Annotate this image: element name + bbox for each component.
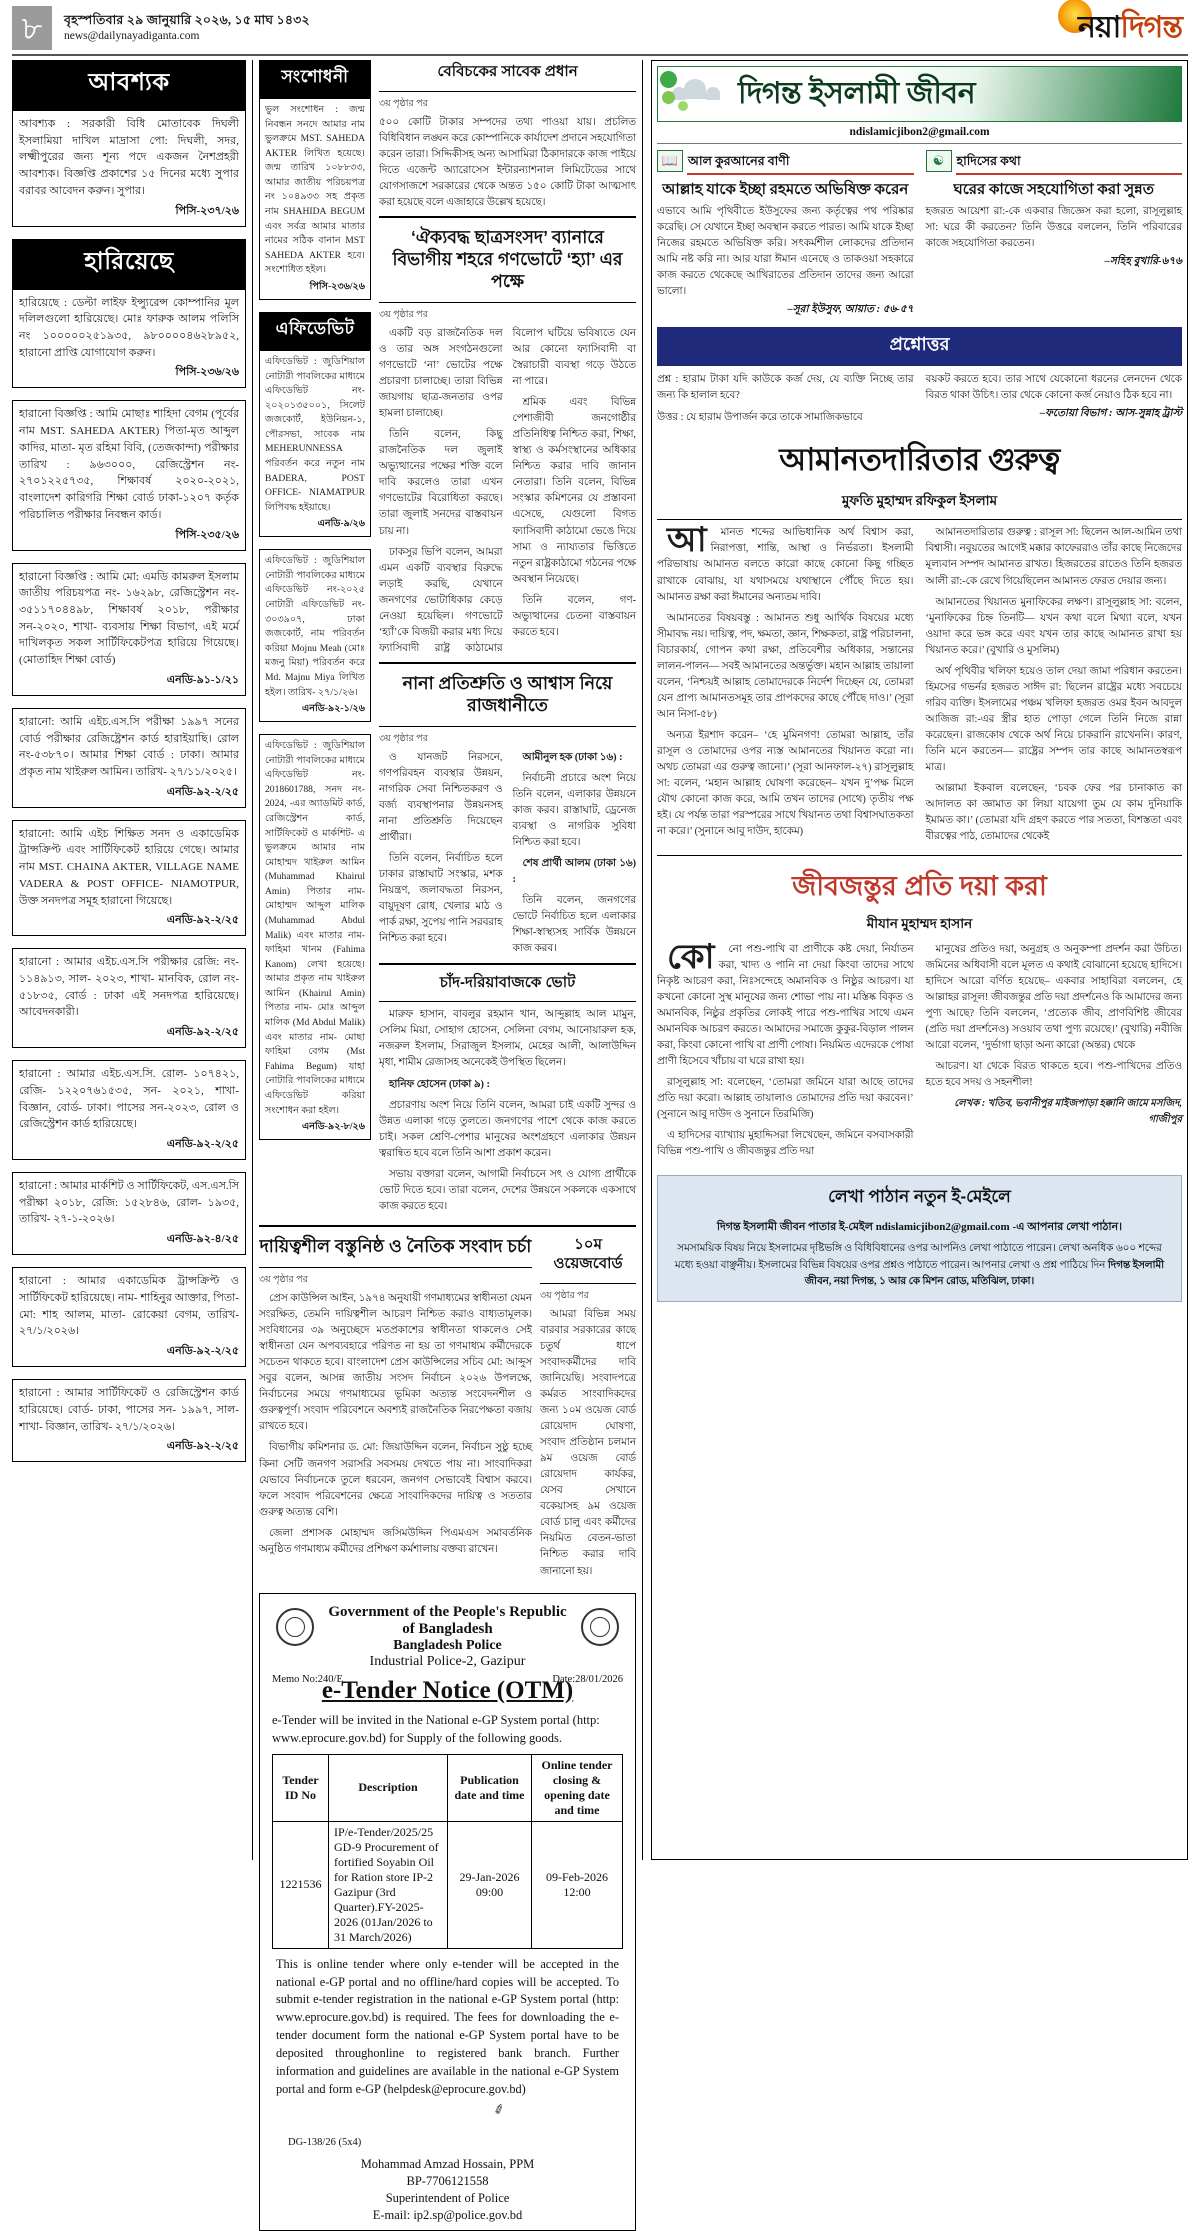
ad-ref: এনডি-৯২-৪/২৫	[166, 1233, 239, 1246]
hadith-source: –সহিহ বুখারি-৬৭৬	[1104, 255, 1182, 267]
submission-address: দিগন্ত ইসলামী জীবন, নয়া দিগন্ত, ১ আর কে মিশন রোড, মতিঝিল, ঢাকা।	[804, 1259, 1165, 1288]
continued-note: ৩য় পৃষ্ঠার পর	[379, 309, 428, 320]
ad-body: ভুল সংশোধন : জন্ম নিবন্ধন সনদে আমার নাম ভুলক্রমে MST. SAHEDA AKTER লিখিত হয়েছে। জন্ম তারিখ ১০৮৮৩৩, আমার জাতীয় পরিচয়পত্র নং ১০৪৯৩৩ সহ প্রকৃত নাম SHAHIDA BEGUM এবং সর্বত্র আমার মাতার নামের সঠিক বানান MST SAHEDA AKTER হবে। সংশোধিত হইল।	[265, 104, 365, 276]
table-header-row	[273, 1754, 623, 1821]
newsroom-email: news@dailynayadiganta.com	[64, 29, 200, 42]
submission-line1	[668, 1218, 1171, 1237]
ad-ref: পিসি-২৩৫/২৬	[175, 528, 239, 541]
islamic-article-byline: মুফতি মুহাম্মদ রফিকুল ইসলাম	[841, 493, 998, 509]
section-heading-songshodhoni: সংশোধনী	[259, 60, 371, 98]
cell-closing: 09-Feb-2026 12:00	[532, 1821, 623, 1948]
submission-suffix: -এ আপনার লেখা পাঠান।	[1012, 1221, 1123, 1234]
submission-prefix: দিগন্ত ইসলামী জীবন পাতার ই-মেইল	[716, 1221, 873, 1234]
continued-note: ৩য় পৃষ্ঠার পর	[259, 1274, 308, 1285]
signer-block	[272, 2156, 623, 2224]
police-line: Bangladesh Police	[393, 1637, 502, 1653]
classified-ad	[12, 563, 246, 696]
article-body	[259, 1291, 532, 1558]
ad-body: এফিডেভিট : জুডিশিয়াল নোটারী পাবলিকের মাধ্যমে এফিডেভিট নং- 2018601788, সনদ নং- 2024, -এর অ্যাডমিট কার্ড, রেজিস্ট্রেশন কার্ড, সার্টিফিকেট ও মার্কশিট- এ ভুলক্রমে আমার নাম মোহাম্মদ খাইরুল আমিন (Muhammad Khairul Amin) পিতার নাম- মোহাম্মদ আব্দুল মালিক (Muhammad Abdul Malik) এবং মাতার নাম- ফাহিমা খানম (Fahima Kanom) লেখা হয়েছে। আমার প্রকৃত নাম খাইরুল আমিন (Khairul Amin) পিতার নাম- মোঃ আব্দুল মালিক (Md Abdul Malik) এবং মাতার নাম- মোছা ফাহিমা বেগম (Mst Fahima Begum) যাহা নোটারি পাবলিকের মাধ্যমে এফিডেভিট করিয়া সংশোধন করা হইল।	[265, 740, 365, 1116]
submission-line2	[668, 1241, 1171, 1290]
news-column	[252, 60, 642, 2223]
green-dot-3	[678, 101, 688, 111]
article-body	[379, 750, 636, 958]
handwritten-signature: ✐	[491, 2100, 508, 2119]
continued-note: ৩য় পৃষ্ঠার পর	[379, 98, 428, 109]
paragraph: অর্থ পৃথিবীর খলিফা হয়েও তাল দেয়া জামা পরিধান করতেন। হিমসের গভর্নর হজরত সাঈদ রা: ছিলেন রাষ্ট্রের মধ্যে সবচেয়ে গরিব ব্যক্তি। ইসলামের পঞ্চম খলিফা হজরত ওমর ইবন আবদুল আজিজ রা:-এর স্ত্রীর হাত পোড়া গেলে তিনি নিজে রান্না করেছেন। রাজকোষ থেকে অর্থ নিয়ে চাকরানি রাখেননি। কারণ, তিনি মনে করতেন— রাষ্ট্রের সম্পদ তার কাছে আমানতস্বরূপ মাত্র।	[925, 665, 1182, 774]
classified-ad	[12, 1267, 246, 1367]
ad-body: এফিডেভিট : জুডিশিয়াল নোটারী পাবলিকের মাধ্যমে এফিডেভিট নং-২০২৫ নোটারী এফিডেভিট নং- ৩০৩৯০৭, ঢাকা জজকোর্ট, নাম পরিবর্তন করিয়া Mojnu Meah (মোঃ মজনু মিয়া) পরিবর্তন করে Md. Majnu Miya লিখিত হইল। তারিখ- ২৭/১/২৬।	[265, 555, 365, 698]
green-dot-2	[662, 91, 675, 104]
ad-body: হারানো : আমার সার্টিফিকেট ও রেজিস্ট্রেশন কার্ড হারিয়েছে। বোর্ড- ঢাকা, পাসের সন- ১৯৯৭, সাল- শাখা- বিজ্ঞান, তারিখ- ২৭/১/২০২৬।	[19, 1387, 239, 1433]
article-headline: বেবিচকের সাবেক প্রধান	[437, 63, 578, 80]
qa-question-block	[657, 372, 914, 426]
tender-notice	[259, 1593, 636, 2231]
quran-book-icon: 📖	[657, 150, 683, 172]
rule	[379, 91, 636, 92]
newspaper-logo	[1078, 3, 1188, 54]
publication-date: বৃহস্পতিবার ২৯ জানুয়ারি ২০২৬, ১৫ মাঘ ১৪৩২	[64, 12, 310, 27]
hadith-block	[926, 150, 1183, 319]
page-grid	[8, 60, 1192, 2223]
mosque-icon	[658, 67, 734, 121]
article-headline: নানা প্রতিশ্রুতি ও আশ্বাস নিয়ে রাজধানীতে	[402, 673, 613, 715]
rule	[259, 1225, 636, 1227]
tender-title: e-Tender Notice (OTM)	[321, 1676, 574, 1704]
signer-name: Mohammad Amzad Hossain, PPM	[360, 2157, 535, 2172]
rule	[657, 519, 1182, 520]
paragraph: শ্রমিক এবং বিভিন্ন পেশাজীবী জনগোষ্ঠীর প্রতিনিধিত্ব নিশ্চিত করা, শিক্ষা, স্বাস্থ্য ও কর্মসংস্থানের অধিকার নিশ্চিত করার দাবি জানান নেতারা। তিনি বলেন, বিভিন্ন সংস্কার কমিশনের যে প্রস্তাবনা এসেছে, যেগুলো বিগত ফ্যাসিবাদী কাঠামো ভেঙে দিয়ে সাম্য ও ন্যায্যতার ভিত্তিতে নতুন রাষ্ট্রকাঠামো গঠনের পক্ষে অবস্থান নিয়েছে।	[512, 397, 636, 585]
article-headline: ‘ঐক্যবদ্ধ ছাত্রসংসদ’ ব্যানারে বিভাগীয় শহরে গণভোটে ‘হ্যা’ এর পক্ষে	[392, 227, 623, 291]
paragraph: বিভাগীয় কমিশনার ড. মো: জিয়াউদ্দিন বলেন, নির্বাচন সুষ্ঠু হচ্ছে কিনা সেটি জনগণ সরাসরি সবসময় দেখতে পায় না। সাংবাদিকরা যেভাবে নির্বাচনকে তুলে ধরবেন, জনগণ সেভাবেই বিশ্বাস করবে। ফলে সংবাদ পরিবেশনের ক্ষেত্রে সাংবাদিকদের দায়িত্ব ও সততার গুরুত্ব অত্যন্ত বেশি।	[259, 1442, 532, 1518]
paragraph: জেলা প্রশাসক মোহাম্মদ জসিমউদ্দিন পিএমএস সমাবর্তনিক অনুষ্ঠিত গণমাধ্যম কর্মীদের প্রশিক্ষণ কর্মশালায় বক্তব্য রাখেন।	[259, 1527, 532, 1555]
paragraph: আমানত শব্দের আভিধানিক অর্থ বিশ্বাস করা, নিরাপত্তা, শান্তি, আস্থা ও নির্ভরতা। ইসলামী পরিভাষায় আমানত বলতে কারো কাছে কোনো কিছু গচ্ছিত রাখাকে বোঝায়, যা যথাসময়ে যথাস্থানে পৌঁছে দিতে হয়। আমানত রক্ষা করা ঈমানের অন্যতম দাবি।	[657, 522, 914, 603]
paragraph: একটি বড় রাজনৈতিক দল ও তার অঙ্গ সংগঠনগুলো গণভোটে ‘না’ ভোটের পক্ষে প্রচারণা চালাচ্ছে। তারা বিভিন্ন জায়গায় ছাত্র-জনতার ওপর হামলা চালাচ্ছে।	[379, 327, 503, 420]
islamic-life-column	[642, 60, 1188, 1860]
ad-body: হারানো বিজ্ঞপ্তি : আমি মোছাঃ শাহিদা বেগম (পূর্বের নাম MST. SAHEDA AKTER) পিতা-মৃত আব্দুল কাদির, মাতা- মৃত রহিমা বিবি, (তেজকান্দা) পরীক্ষার তারিখ : ৯৬৩০০০, রেজিস্ট্রেশন নং- ২৭০১২২৫৭৩৫, শিক্ষাবর্ষ ২০২০-২০২১, বাংলাদেশ কারিগরি শিক্ষা বোর্ড ঢাকা-১২০৭ কর্তৃক পরিচালিত পরীক্ষার নিবন্ধন কার্ড।	[19, 408, 239, 521]
ad-ref: এনডি-৯২-২/২৫	[166, 1440, 239, 1453]
ad-ref: এনডি-৯২-২/২৫	[166, 914, 239, 927]
memo-number: Memo No:240/E	[272, 1673, 343, 1685]
col-tender-id: Tender ID No	[273, 1754, 329, 1821]
rule	[379, 216, 636, 218]
article-body	[379, 1007, 636, 1215]
rule	[657, 143, 1182, 144]
qa-answer-start: উত্তর : যে হারাম উপার্জন করে তাকে সামাজিকভাবে	[657, 412, 863, 424]
classified-ad	[12, 1379, 246, 1462]
logo-inner	[590, 1617, 610, 1637]
ad-ref: এনডি-৯২-২/২৫	[166, 1138, 239, 1151]
quran-headline: আল্লাহ যাকে ইচ্ছা রহমতে অভিষিক্ত করেন	[662, 182, 909, 198]
ad-ref: এনডি-৯১-১/২১	[166, 673, 239, 686]
qa-banner: প্রশ্নোত্তর	[657, 327, 1182, 366]
col-description: Description	[329, 1754, 448, 1821]
government-line: Government of the People's Republic of Bangladesh	[328, 1603, 567, 1637]
dg-code: DG-138/26 (5x4)	[288, 2137, 362, 2149]
qa-answer-block	[926, 372, 1183, 426]
classified-ad	[259, 350, 371, 537]
ad-ref: এনডি-৯২-৮/২৬	[301, 1121, 365, 1133]
hadith-headline: ঘরের কাজে সহযোগিতা করা সুন্নত	[953, 182, 1154, 198]
rule	[379, 662, 636, 664]
paragraph: নির্বাচনী প্রচারে অংশ নিয়ে তিনি বলেন, এলাকার উন্নয়নে কাজ করব। রাস্তাঘাট, ড্রেনেজ ব্যবস্থা ও নাগরিক সুবিধা নিশ্চিত করা হবে।	[512, 772, 636, 849]
article-col-1	[657, 522, 914, 850]
article-headline: দায়িত্বশীল বস্তুনিষ্ঠ ও নৈতিক সংবাদ চর্চা	[259, 1236, 532, 1256]
col-closing: Online tender closing & opening date and time	[532, 1754, 623, 1821]
article2-author-note: লেখক : খতিব, ভবানীপুর মাইজপাড়া হক্কানি জামে মসজিদ, গাজীপুর	[954, 1098, 1182, 1125]
rule	[379, 726, 636, 727]
paragraph: কোনো পশু-পাখি বা প্রাণীকে কষ্ট দেয়া, নির্যাতন করা, খাদ্য ও পানি না দেয়া কিংবা তাদের সাথে নিকৃষ্ট আচরণ করা, নিঃসন্দেহে অমানবিক ও নিষ্ঠুর আচরণ। যা কখনো কোনো সুস্থ মানুষের জন্য শোভা পায় না। মস্তিষ্ক বিকৃত ও অমানবিক, নিষ্ঠুর প্রকৃতির লোকই পারে পশু-পাখির সাথে এমন অমানবিক আচরণ করতে। আমাদের সমাজে কুকুর-বিড়াল পালন করা, কিংবা কোনো পাখি বা প্রাণী পোষা। নিয়মিত এদেরকে পোষা প্রাণী হিসেবে খাঁচায় বা ঘরে রাখা হয়।	[657, 938, 914, 1067]
paragraph: তিনি বলেন, নির্বাচিত হলে ঢাকার রাস্তাঘাট সংস্কার, মশক নিয়ন্ত্রণ, জলাবদ্ধতা নিরসন, বায়ুদূষণ রোধ, খেলার মাঠ ও পার্ক রক্ষা, সুপেয় পানি সরবরাহ নিশ্চিত করা হবে।	[379, 853, 503, 945]
islamic-email: ndislamicjibon2@gmail.com	[849, 126, 990, 138]
ad-ref: পিসি-২৩৭/২৬	[175, 204, 239, 217]
green-dot-1	[660, 71, 677, 88]
islamic-article-headline: আমানতদারিতার গুরুত্ব	[779, 442, 1060, 478]
ad-body: হারানো : আমার এইচ.এস.সি. রোল- ১০৭৪২১, রেজি- ১২২০৭৬১৫৩৫, সন- ২০২১, শাখা- বিজ্ঞান, বোর্ড- ঢাকা। পাসের সন-২০২৩, রোল ও রেজিস্ট্রেশন কার্ড হারিয়েছে।	[19, 1068, 239, 1131]
police-logo-icon	[577, 1604, 623, 1650]
news-stories	[379, 60, 636, 1220]
quran-tag	[657, 150, 914, 172]
article-body: ৫০০ কোটি টাকার সম্পদের তথ্য পাওয়া যায়। প্রচলিত বিধিবিধান লঙ্ঘন করে কোম্পানিকে কার্যাদেশ প্রদানে সহযোগিতা করেন তারা। সিদ্দিকীসহ অন্য আসামিরা ঠিকাদারকে কাজ পাইয়ে দিতে এজেন্ট অ্যারোসেস ইন্টারন্যাশনাল লিমিটেডের সাথে যোগসাজশে সরকারের থেকে অন্তত ১৫০ কোটি টাকা আত্মসাৎ করা হয়েছে বলে এজাহারে উল্লেখ হয়েছে।	[379, 116, 636, 209]
classified-ad	[259, 98, 371, 300]
brand-text	[1078, 3, 1182, 54]
tender-authority	[328, 1604, 567, 1670]
classified-ad	[12, 948, 246, 1048]
signer-bp: BP-7706121558	[406, 2174, 489, 2189]
ad-ref: এনডি-৯২-১/২৬	[301, 703, 365, 715]
ad-ref: এনডি-৯/২৬	[317, 518, 365, 530]
quran-block	[657, 150, 914, 319]
islamic-banner-title: দিগন্ত ইসলামী জীবন	[738, 76, 976, 110]
ad-ref: পিসি-২৩৬/২৬	[309, 280, 365, 292]
subhead: হানিফ হোসেন (ঢাকা ৯) :	[389, 1078, 490, 1090]
paragraph: ও যানজট নিরসনে, গণপরিবহন ব্যবস্থার উন্নয়ন, নাগরিক সেবা নিশ্চিতকরণ ও বর্জ্য ব্যবস্থাপনার উন্নয়নসহ নানা প্রতিশ্রুতি দিয়েছেন প্রার্থীরা।	[379, 751, 503, 844]
cell-publication: 29-Jan-2026 09:00	[448, 1821, 532, 1948]
article-body	[540, 1307, 636, 1580]
masthead-divider	[12, 54, 1188, 56]
classified-ad	[259, 734, 371, 1140]
paragraph: আমানতের বিষয়বস্তু : আমানত শুধু আর্থিক বিষয়ের মধ্যে সীমাবদ্ধ নয়। দায়িত্ব, পদ, ক্ষমতা, জ্ঞান, শিক্ষকতা, রাষ্ট্র পরিচালনা, বিচারকার্য, গোপন কথা রক্ষা, প্রতিবেশীর অধিকার, সন্তানের লালন-পালন— সবই আমানতের অন্তর্ভুক্ত। মহান আল্লাহ তায়ালা বলেন, ‘নিশ্চয়ই আল্লাহ তোমাদেরকে নির্দেশ দিচ্ছেন যে, তোমরা যেন প্রাপ্য আমানতসমূহ তার প্রাপকদের কাছে পৌঁছে দাও।’ (সূরা আন নিসা-৫৮)	[657, 612, 914, 720]
ad-ref: পিসি-২৩৬/২৬	[175, 366, 239, 379]
tender-table	[272, 1754, 623, 1949]
paragraph: আমরা বিভিন্ন সময় বারবার সরকারের কাছে চতুর্থ ধাপে সংবাদকর্মীদের দাবি জানিয়েছি। সংবাদপত্রে কর্মরত সাংবাদিকদের জন্য ১০ম ওয়েজ বোর্ড রোয়েদাদ ঘোষণা, সংবাদ প্রতিষ্ঠান চলমান ৯ম ওয়েজ বোর্ড রোয়েদাদ কার্যকর, যেসব সেখানে বকেয়াসহ ৯ম ওয়েজ বোর্ড চালু এবং কর্মীদের নিয়মিত বেতন-ভাতা নিশ্চিত করার দাবি জানানো হয়।	[540, 1308, 636, 1577]
classified-ad	[12, 400, 246, 550]
brand-part-1: নয়া	[1078, 10, 1121, 44]
subhead: শেষ প্রার্থী আলম (ঢাকা ১৬) :	[512, 858, 636, 886]
paragraph: রাসূলুল্লাহ সা: বলেছেন, ‘তোমরা জমিনে যারা আছে তাদের প্রতি দয়া করো। আল্লাহ তায়ালাও তোমাদের প্রতি দয়া করবেন।’ (সুনানে আবু দাউদ ও সুনানে তিরমিজি)	[657, 1077, 914, 1121]
unit-line: Industrial Police-2, Gazipur	[369, 1653, 526, 1669]
paragraph: এ হাদিসের ব্যাখ্যায় মুহাদ্দিসরা লিখেছেন, জমিনে বসবাসকারী বিভিন্ন পশু-পাখি ও জীবজন্তুর প্রতি দয়া	[657, 1130, 914, 1158]
corrections-subcolumn	[259, 60, 371, 1220]
hadith-tag-label: হাদিসের কথা	[956, 153, 1021, 168]
qa-answer: বয়কট করতে হবে। তার সাথে যেকোনো ধরনের লেনদেন থেকে বিরত থাকা উচিৎ। তার থেকে কোনো কর্জ নেয়াও ঠিক হবে না।	[925, 374, 1182, 402]
quran-hadith-row	[657, 150, 1182, 319]
paragraph: আচরণ। যা থেকে বিরত থাকতে হবে। পশু-পাখিদের প্রতিও হতে হবে সদয় ও সহনশীল!	[925, 1060, 1182, 1088]
paragraph: তিনি বলেন, গণ-অভ্যুত্থানের চেতনা বাস্তবায়ন করতে হবে।	[512, 594, 636, 638]
paragraph: মারুফ হাসান, বাবলুর রহমান খান, আব্দুল্লাহ আল মামুন, সেলিম মিয়া, সোহাগ হোসেন, সেলিনা বেগম, আনোয়ারুল হক, নজরুল ইসলাম, সিরাজুল ইসলাম, মেহের আলী, আলাউদ্দিন মৃধা, শামীম রেজাসহ অনেকেই উপস্থিত ছিলেন।	[379, 1009, 636, 1069]
paragraph: ঢাকসুর ভিপি বলেন, আমরা এমন একটি ব্যবস্থার বিরুদ্ধে লড়াই করছি, যেখানে জনগণের ভোটাধিকার কেড়ে নেওয়া হয়েছিল। গণভোটে ‘হ্যাঁ’কে বিজয়ী করার মধ্য দিয়ে ফ্যাসিবাদী রাষ্ট্র কাঠামোর বিলোপ ঘটিয়ে ভবিষ্যতে যেন আর কোনো ফ্যাসিবাদী বা স্বৈরাচারী ব্যবস্থা গড়ে উঠতে না পারে।	[379, 327, 636, 654]
qa-row	[657, 372, 1182, 426]
paragraph: প্রেস কাউন্সিল আইন, ১৯৭৪ অনুযায়ী গণমাধ্যমের স্বাধীনতা যেমন সংরক্ষিত, তেমনি দায়িত্বশীল আচরণ নিশ্চিত করাও বাধ্যতামূলক। সংবিধানের ৩৯ অনুচ্ছেদে মতপ্রকাশের স্বাধীনতা থাকলেও সেই স্বাধীনতা যেন অপব্যবহারে পরিণত না হয় তা গণমাধ্যম কর্মীদেরকে সচেতন থাকতে হবে। বাংলাদেশ প্রেস কাউন্সিলের সচিব মো: আব্দুস সবুর বলেন, আসন্ন জাতীয় সংসদ নির্বাচন ২০২৬ উপলক্ষে, নির্বাচনের সময়ে গণমাধ্যমের ভূমিকা অত্যন্ত সংবেদনশীল ও গুরুত্বপূর্ণ। সংবাদ পরিবেশনে অবশ্যই রাজনৈতিক নিরপেক্ষতা বজায় রাখতে হবে।	[259, 1292, 532, 1433]
section-heading-affidavit: এফিডেভিট	[259, 312, 371, 350]
classified-ad	[12, 1060, 246, 1160]
ad-body: হারানো : আমার মার্কশিট ও সার্টিফিকেট, এস.এস.সি পরীক্ষা ২০১৮, রেজি: ১৫২৮৪৬, রোল- ১৯৩৫, তারিখ- ২৭-১-২০২৬।	[19, 1180, 239, 1226]
paragraph: অন্যত্র ইরশাদ করেন– ‘হে মুমিনগণ! তোমরা আল্লাহ, তাঁর রাসূল ও তোমাদের ওপর ন্যস্ত আমানতের খিয়ানত করো না। অথচ তোমরা এর গুরুত্ব জানো।’ (সূরা আনফাল-২৭) রাসূলুল্লাহ সা: বলেন, ‘মহান আল্লাহ ঘোষণা করেছেন– যখন দু’পক্ষ মিলে যৌথ কোনো কাজ করে, আমি তখন তাদের (সাথে) তৃতীয় পক্ষ হই। যে পর্যন্ত তারা পরস্পরের সাথে খিয়ানত তথা বিশ্বাসঘাতকতা না করে।’ (সুনানে আবু দাউদ, হাকেম)	[657, 730, 914, 838]
table-row	[273, 1821, 623, 1948]
classified-ad	[259, 549, 371, 722]
quran-tag-label: আল কুরআনের বাণী	[688, 153, 790, 168]
tender-footnote: This is online tender where only e-tender will be accepted in the national e-GP portal and no offline/hard copies will be accepted. To submit e-tender registration in the national e-GP System portal (http: www.eprocure.gov.bd) is required. The fees for downloading the e-tender document form the national e-GP System portal have to be deposited throughonline to registered bank branch. Further information and guidelines are available in the national e-GP System portal and form e-GP (helpdesk@eprocure.gov.bd)	[276, 1956, 619, 2096]
col-publication: Publication date and time	[448, 1754, 532, 1821]
hadith-body: হজরত আয়েশা রা:-কে একবার জিজ্ঞেস করা হলো, রাসূলুল্লাহ সা: ঘরে কী করতেন? তিনি উত্তরে বললেন, তিনি পরিবারের কাজে সহযোগিতা করতেন।	[925, 205, 1182, 249]
tender-date: Date:28/01/2026	[552, 1673, 623, 1685]
article-col-2	[926, 525, 1183, 850]
ad-body: আবশ্যক : সরকারী বিধি মোতাবেক দিঘলী ইসলামিয়া দাখিল মাদ্রাসা পো: দিঘলী, সদর, লক্ষ্মীপুরের জন্য শূন্য পদে একজন নৈশপ্রহরী আবশ্যক। বিজ্ঞপ্তি প্রকাশের ১৫ দিনের মধ্যে সুপার বরাবর আবেদন করুন। সুপার।	[19, 118, 239, 197]
signature-area	[272, 2098, 623, 2156]
hadith-tag	[926, 150, 1183, 172]
dome-main	[684, 79, 706, 99]
quran-source: –সূরা ইউসুফ, আয়াত : ৫৬-৫৭	[787, 304, 914, 316]
islamic-article2-headline: জীবজন্তুর প্রতি দয়া করা	[792, 870, 1047, 901]
tag-underline	[687, 173, 914, 175]
page-masthead	[8, 0, 1192, 52]
submission-email[interactable]: ndislamicjibon2@gmail.com	[875, 1221, 1010, 1234]
paragraph: সভায় বক্তারা বলেন, আগামী নির্বাচনে সৎ ও যোগ্য প্রার্থীকে ভোট দিতে হবে। তারা বলেন, দেশের উন্নয়নে সকলকে একসাথে কাজ করতে হবে।	[379, 1168, 636, 1212]
ad-body: হারিয়েছে : ডেল্টা লাইফ ইন্স্যুরেন্স কোম্পানির মূল দলিলগুলো হারিয়েছে। মোঃ ফারুক আলম পলিসি নং ১০০০০০২৫১৯৩৫, ৯৮০০০০৪৬২৮৯৫২, হারানো প্রাপ্তি যোগাযোগ করুন।	[19, 296, 239, 359]
islamic-section	[651, 60, 1188, 1860]
section-heading-hariyeche: হারিয়েছে	[12, 239, 246, 289]
ad-body: হারানো বিজ্ঞপ্তি : আমি মো: এমডি কামরুল ইসলাম জাতীয় পরিচয়পত্র নং- ১৬২৯৮, রেজিস্ট্রেশন নং- ৩৫১১৭০৪৪৯৮, শিক্ষাবর্ষ ২০১৮, পরীক্ষার সন-২০২০, শাখা- ব্যবসায় শিক্ষা বিভাগ, এই মর্মে দাখিলকৃত সকল সার্টিফিকেটপত্র হারিয়ে গিয়েছে। (মোতাহিদ শিক্ষা বোর্ড)	[19, 570, 239, 667]
continued-note: ৩য় পৃষ্ঠার পর	[540, 1290, 589, 1301]
rule	[379, 302, 636, 303]
article2-col-1	[657, 938, 914, 1166]
mosque-emblem-icon: ☯	[926, 150, 952, 172]
qa-source: –ফতোয়া বিভাগ : আস-সুন্নাহ ট্রাস্ট	[1039, 408, 1182, 420]
rule	[379, 963, 636, 965]
article-headline: ১০ম ওয়েজবোর্ড	[553, 1236, 623, 1272]
dome-right	[706, 87, 720, 100]
paragraph: তিনি বলেন, কিছু রাজনৈতিক দল জুলাই অভ্যুত্থানের পক্ষের শক্তি বলে দাবি করলেও তারা এখন গণভোটের বিরোধিতা করছে। তারা জুলাই সনদের বাস্তবায়ন চায় না।	[379, 429, 503, 537]
classifieds-column	[12, 60, 252, 1860]
signer-email: E-mail: ip2.sp@police.gov.bd	[372, 2208, 523, 2223]
classified-ad	[12, 1172, 246, 1255]
classified-ad	[12, 820, 246, 937]
cell-tender-id: 1221536	[273, 1821, 329, 1948]
rule	[657, 855, 1182, 856]
ad-body: হারানো : আমার এইচ.এস.সি পরীক্ষার রেজি: নং- ১১৪৯১৩, সাল- ২০২৩, শাখা- মানবিক, রোল নং- ৫১৮৩৫, বোর্ড : ঢাকা এই সনদপত্র হারিয়েছে। আবেদনকারী।	[19, 956, 239, 1019]
ad-ref: এনডি-৯২-২/২৫	[166, 1345, 239, 1358]
continued-note: ৩য় পৃষ্ঠার পর	[379, 733, 428, 744]
quran-body: এভাবে আমি পৃথিবীতে ইউসুফের জন্য কর্তৃত্বের পথ পরিষ্কার করেছি। সে যেখানে ইচ্ছা অবস্থান করতে পারত। আমি যাকে ইচ্ছা নিজের রহমতে অভিষিক্ত করি। সৎকর্মশীল লোকদের প্রতিদান আমি নষ্ট করি না। আর যারা ঈমান এনেছে ও তাকওয়া সহকারে কাজ করতে থেকেছে আখিরাতের প্রতিদান তাদের জন্য আরো ভালো।	[657, 205, 914, 298]
tender-header	[272, 1604, 623, 1670]
emblem-inner	[285, 1617, 305, 1637]
ad-ref: এনডি-৯২-২/২৫	[166, 1026, 239, 1039]
ad-body: এফিডেভিট : জুডিশিয়াল নোটারী পাবলিকের মাধ্যমে এফিডেভিট নং- ২০২০১৩৫০০১, সিলেট জজকোর্ট, ইউনিয়ন-১, পৌরসভা, সাবেক নাম MEHERUNNESSA পরিবর্তন করে নতুন নাম BADERA, POST OFFICE- NIAMATPUR লিপিবদ্ধ হইয়াছে।	[265, 355, 365, 513]
ad-body: হারানো: আমি এইচ.এস.সি পরীক্ষা ১৯৯৭ সনের বোর্ড পরীক্ষার রেজিষ্ট্রেশন কার্ড হারাইয়াছি। রোল নং-৫৩৮৭০। আমার শিক্ষা বোর্ড : ঢাকা। আমার প্রকৃত নাম খাইরুল আমিন। তারিখ- ২৭/১১/২০২৫।	[19, 715, 239, 778]
islamic-article2-body	[657, 938, 1182, 1166]
article-headline: চাঁদ-দরিয়াবাজকে ভোট	[439, 973, 576, 991]
submission-box	[657, 1175, 1182, 1301]
article-body	[379, 326, 636, 657]
ad-body: হারানো: আমি এইচ শিক্ষিত সনদ ও একাডেমিক ট্রান্সক্রিপ্ট এবং সার্টিফিকেট হারিয়ে গেছে। আমার নাম MST. CHAINA AKTER, VILLAGE NAME VADERA & POST OFFICE- NIAMOTPUR, উক্ত সনদপত্র সমূহ হারানো গিয়েছে।	[19, 827, 239, 907]
classified-ad	[12, 708, 246, 808]
ad-ref: এনডি-৯২-২/২৫	[166, 785, 239, 798]
dateline	[64, 12, 310, 44]
classified-ad	[12, 110, 246, 227]
cell-description: IP/e-Tender/2025/25 GD-9 Procurement of fortified Soyabin Oil for Ration store IP-2 Gazipur (3rd Quarter).FY-2025-2026 (01Jan/2026 to 31 March/2026)	[329, 1821, 448, 1948]
submission-guidelines: সমসাময়িক বিষয় নিয়ে ইসলামের দৃষ্টিভঙ্গি ও বিধিবিধানের ওপর আপনিও লেখা পাঠাতে পারেন। লেখা অনধিক ৬০০ শব্দের মধ্যে হওয়া বাঞ্ছনীয়। ইসলামের বিভিন্ন বিষয়ের ওপর প্রশ্নও পাঠাতে পারেন। আপনার লেখা ও প্রশ্ন পাঠিয়ে দিন	[674, 1243, 1162, 1271]
submission-title: লেখা পাঠান নতুন ই-মেইলে	[828, 1187, 1011, 1207]
ad-body: হারানো : আমার একাডেমিক ট্রান্সক্রিপ্ট ও সার্টিফিকেট হারিয়েছে। নাম- শাহিনুর আক্তার, পিতা- মো: শাহ আলম, মাতা- রোকেয়া বেগম, তারিখ- ২৭/১/২০২৬।	[19, 1275, 239, 1338]
qa-question: প্রশ্ন : হারাম টাকা যদি কাউকে কর্জ দেয়, যে ব্যক্তি নিচ্ছে তার জন্য কি হালাল হবে?	[657, 374, 914, 402]
brand-part-2: দিগন্ত	[1120, 10, 1182, 44]
islamic-banner	[657, 66, 1182, 122]
paragraph: প্রচারণায় অংশ নিয়ে তিনি বলেন, আমরা চাই একটি সুন্দর ও উন্নত এলাকা গড়ে তুলতে। জনগণের পাশে থেকে কাজ করতে চাই। সকল শ্রেণি-পেশার মানুষের অংশগ্রহণে এলাকার উন্নয়ন ত্বরান্বিত হবে বলে তিনি আশা প্রকাশ করেন।	[379, 1099, 636, 1159]
paragraph: তিনি বলেন, জনগণের ভোটে নির্বাচিত হলে এলাকার শিক্ষা-স্বাস্থ্যসহ সার্বিক উন্নয়নে কাজ করব।	[512, 895, 636, 955]
wageboard-story	[540, 1233, 636, 1585]
rule	[259, 1267, 532, 1268]
page-number: ৮	[12, 6, 52, 50]
islamic-article-body	[657, 522, 1182, 850]
article2-col-2	[926, 942, 1183, 1166]
government-emblem-icon	[272, 1604, 318, 1650]
section-heading-abashyak: আবশ্যক	[12, 60, 246, 110]
subhead: আমীনুল হক (ঢাকা ১৬) :	[522, 751, 623, 763]
signer-title: Superintendent of Police	[385, 2191, 510, 2206]
classified-ad	[12, 289, 246, 389]
tender-lead: e-Tender will be invited in the National e-GP System portal (http: www.eprocure.gov.bd) for Supply of the following goods.	[272, 1712, 600, 1745]
press-council-story	[259, 1233, 532, 1585]
rule	[540, 1283, 636, 1284]
tag-underline	[956, 173, 1183, 175]
paragraph: আমানতের খিয়ানত মুনাফিকের লক্ষণ। রাসূলুল্লাহ সা: বলেন, ‘মুনাফিকের চিহ্ন তিনটি— যখন কথা বলে মিথ্যা বলে, যখন ওয়াদা করে ভঙ্গ করে এবং যখন তার কাছে আমানত রাখা হয় খিয়ানত করে।’ (বুখারি ও মুসলিম)	[925, 596, 1182, 656]
paragraph: মানুষের প্রতিও দয়া, অনুগ্রহ ও অনুকম্পা প্রদর্শন করা উচিত। জমিনের অধিবাসী বলে মূলত এ কথাই বোঝানো হয়েছে হাদিসে। হাদিসে আরো বর্ণিত হয়েছে– একবার সাহাবিরা বললেন, হে আল্লাহর রাসূল! জীবজন্তুর প্রতি দয়া প্রদর্শনেও কি আমাদের জন্য পুণ্য আছে? তিনি বললেন, ‘প্রত্যেক জীব, প্রাণবিশিষ্ট জীবের (প্রতি দয়া প্রদর্শনেও) সওয়াব তথা পুণ্য রয়েছে।’ (বুখারি) নবীজি আরো বলেন, ‘দুর্ভাগা ছাড়া অন্য কারো (অন্তর) থেকে	[925, 943, 1182, 1051]
paragraph: আল্লামা ইকবাল বলেছেন, ‘চবক ফের পর চানাকাত কা আদালত কা জ্ঞামাত কা লিয়া যায়েগা তুম যে কাম দুনিয়াকি ইমামত কা।’ (তোমরা যদি গ্রহণ করতে পার সততা, বিশস্ততা এবং বীরত্বের পাঠ, তোমাদের থেকেই	[925, 783, 1182, 843]
rule	[379, 1001, 636, 1002]
paragraph: আমানতদারিতার গুরুত্ব : রাসূল সা: ছিলেন আল-আমিন তথা বিশ্বাসী। নবুয়তের আগেই মক্কার কাফেররাও তাঁর কাছে নিজেদের মূল্যবান সম্পদ আমানত রাখত। হিজরতের রাতেও তিনি হজরত আলী রা:-কে রেখে গিয়েছিলেন আমানত ফেরত দেয়ার জন্য।	[925, 527, 1182, 587]
islamic-article2-byline: মীযান মুহাম্মদ হাসান	[866, 915, 973, 931]
